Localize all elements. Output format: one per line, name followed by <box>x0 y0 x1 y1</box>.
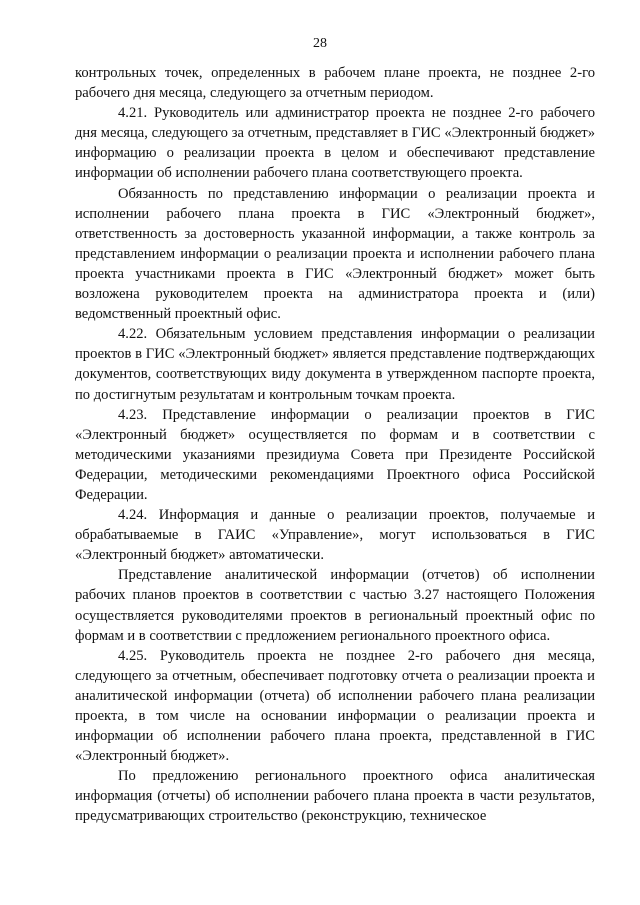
document-body <box>75 63 595 827</box>
paragraph-continuation: контрольных точек, определенных в рабочем плане проекта, не позднее 2-го рабочего дня месяца, следующего за отчетным периодом. <box>75 65 595 102</box>
paragraph-4-21: 4.21. Руководитель или администратор проекта не позднее 2-го рабочего дня месяца, следующего за отчетным, представляет в ГИС «Электронный бюджет» информацию о реализации проекта в целом и обеспечивают представление информации об исполнении рабочего плана соответствующего проекта. <box>75 105 595 182</box>
paragraph-4-22: 4.22. Обязательным условием представления информации о реализации проектов в ГИС «Электронный бюджет» является представление подтверждающих документов, соответствующих виду документа в утвержденном паспорте проекта, по достигнутым результатам и контрольным точкам проекта. <box>75 326 595 403</box>
paragraph-regional-office: По предложению регионального проектного офиса аналитическая информация (отчеты) об исполнении рабочего плана проекта в части результатов, предусматривающих строительство (реконструкцию, техническое <box>75 768 595 825</box>
paragraph-4-23: 4.23. Представление информации о реализации проектов в ГИС «Электронный бюджет» осуществляется по формам и в соответствии с методическими указаниями президиума Совета при Президенте Российской Федерации, методическими рекомендациями Проектного офиса Российской Федерации. <box>75 406 595 503</box>
paragraph-responsibility: Обязанность по представлению информации о реализации проекта и исполнении рабочего плана проекта в ГИС «Электронный бюджет», ответственность за достоверность указанной информации, а также контроль за представлением информации о реализации проекта и исполнении рабочего плана проекта участниками проекта в ГИС «Электронный бюджет» может быть возложена руководителем проекта на администратора проекта и (или) ведомственный проектный офис. <box>75 185 595 323</box>
page-number: 28 <box>313 36 327 51</box>
paragraph-4-25: 4.25. Руководитель проекта не позднее 2-го рабочего дня месяца, следующего за отчетным, обеспечивает подготовку отчета о реализации проекта и аналитической информации (отчета) об исполнении рабочего плана реализации проекта, в том числе на основании информации о реализации проекта и информации об исполнении рабочего плана проекта, представленной в ГИС «Электронный бюджет». <box>75 647 595 765</box>
paragraph-4-24: 4.24. Информация и данные о реализации проектов, получаемые и обрабатываемые в ГАИС «Управление», могут использоваться в ГИС «Электронный бюджет» автоматически. <box>75 507 595 564</box>
paragraph-analytical-info: Представление аналитической информации (отчетов) об исполнении рабочих планов проектов в соответствии с частью 3.27 настоящего Положения осуществляется руководителями проектов в региональный проектный офис по формам и в соответствии с предложением регионального проектного офиса. <box>75 567 595 644</box>
